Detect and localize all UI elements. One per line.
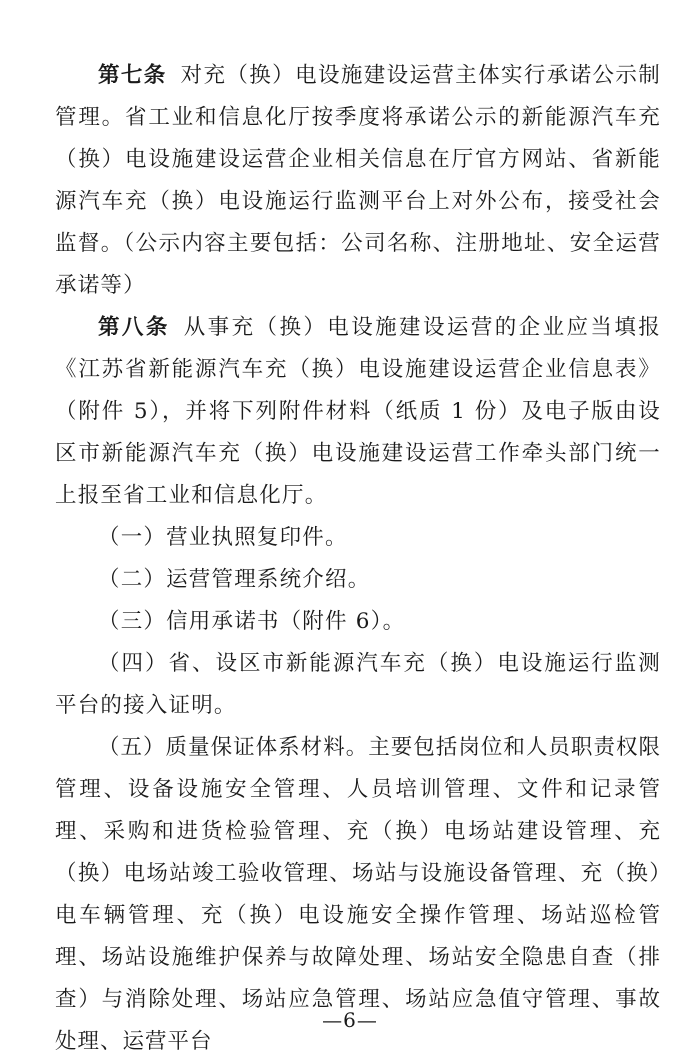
article-8-text: 从事充（换）电设施建设运营的企业应当填报《江苏省新能源汽车充（换）电设施建设运营企业信息表》（附件 5），并将下列附件材料（纸质 1 份）及电子版由设区市新能源汽车充（换）电设施建设运营工作牵头部门统一上报至省工业和信息化厅。 — [55, 315, 661, 508]
article-8-title: 第八条 — [98, 315, 170, 340]
article-7-text: 对充（换）电设施建设运营主体实行承诺公示制管理。省工业和信息化厅按季度将承诺公示的新能源汽车充（换）电设施建设运营企业相关信息在厅官方网站、省新能源汽车充（换）电设施运行监测平台上对外公布，接受社会监督。（公示内容主要包括：公司名称、注册地址、安全运营承诺等） — [55, 63, 661, 298]
page-number: —6— — [322, 1008, 378, 1032]
list-item-2: （二）运营管理系统介绍。 — [98, 567, 371, 592]
document-page — [55, 55, 661, 1063]
article-7-title: 第七条 — [98, 63, 167, 88]
article-7 — [55, 55, 661, 307]
list-item-1: （一）营业执照复印件。 — [98, 525, 348, 550]
article-8 — [55, 307, 661, 517]
list-item-3: （三）信用承诺书（附件 6）。 — [98, 609, 406, 634]
list-item-5: （五）质量保证体系材料。主要包括岗位和人员职责权限管理、设备设施安全管理、人员培训管理、文件和记录管理、采购和进货检验管理、充（换）电场站建设管理、充（换）电场站竣工验收管理、场站与设施设备管理、充（换）电车辆管理、充（换）电设施安全操作管理、场站巡检管理、场站设施维护保养与故障处理、场站安全隐患自查（排查）与消除处理、场站应急管理、场站应急值守管理、事故处理、运营平台 — [55, 735, 661, 1054]
list-item-4: （四）省、设区市新能源汽车充（换）电设施运行监测平台的接入证明。 — [55, 651, 661, 718]
